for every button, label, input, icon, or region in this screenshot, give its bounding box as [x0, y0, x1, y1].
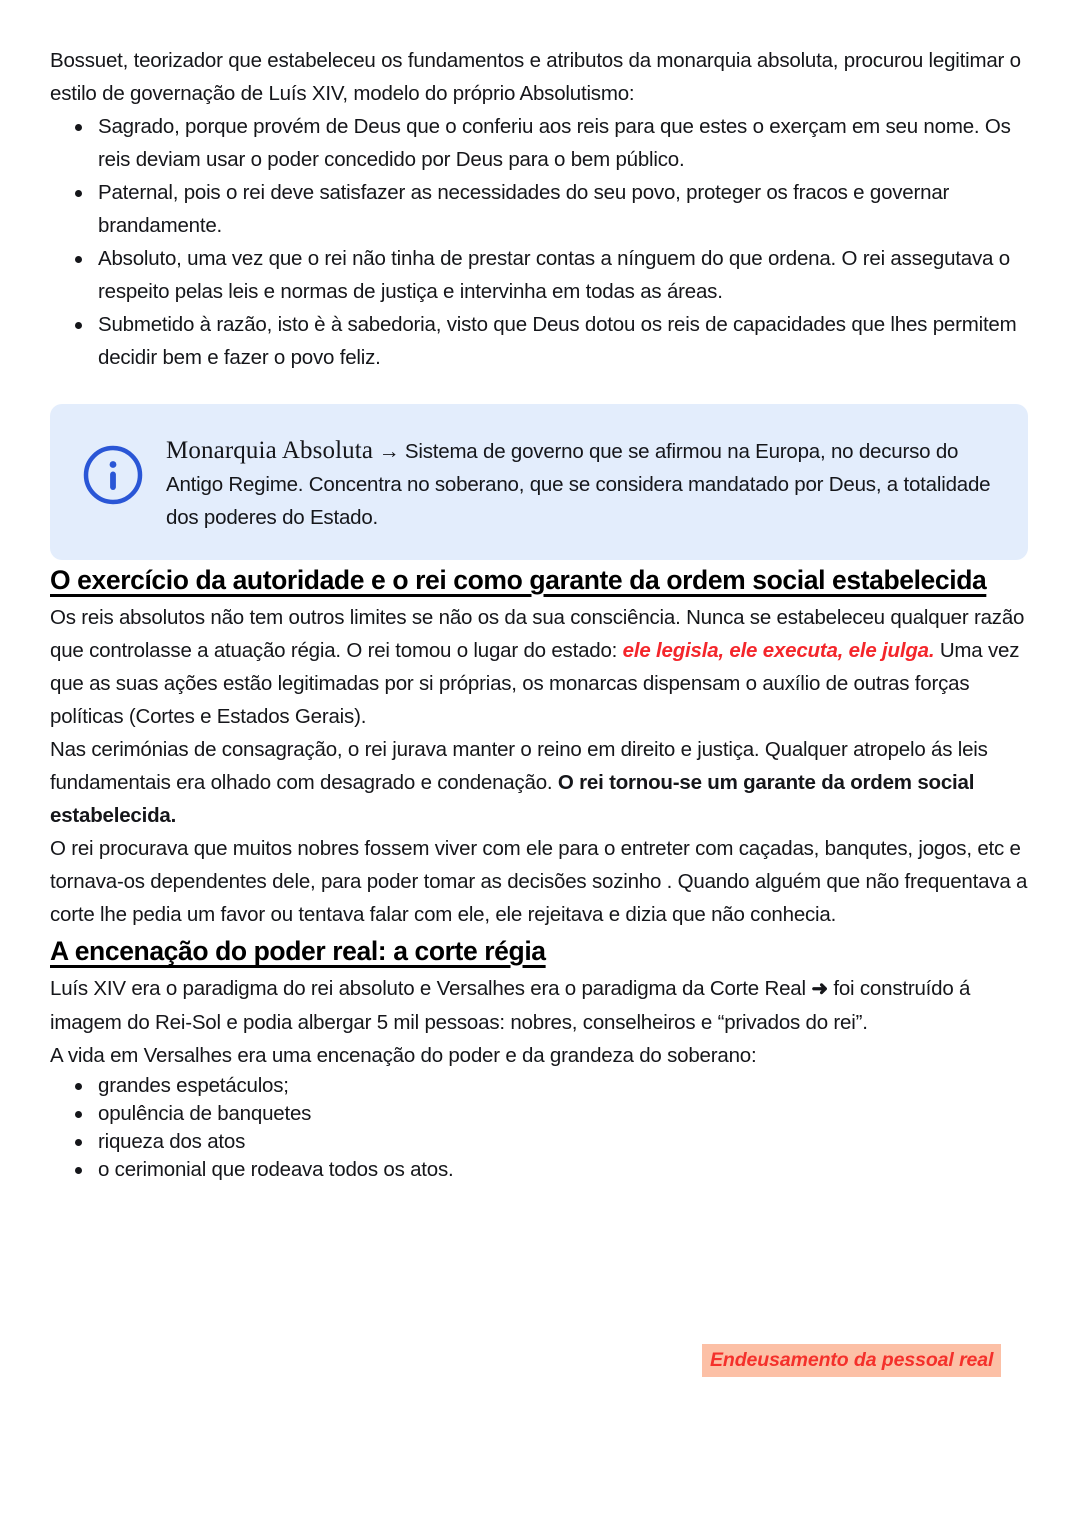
section2-paragraph-1 — [50, 972, 1030, 1039]
list-item: Sagrado, porque provém de Deus que o conferiu aos reis para que estes o exerçam em seu nome. Os reis deviam usar o poder concedido por Deus para o bem público. — [50, 110, 1030, 176]
list-item: grandes espetáculos; — [50, 1072, 1030, 1100]
section1-paragraph-2-lead: Nas cerimónias de consagração, o rei jurava manter o reino em direito e justiça. Qualquer atropelo ás leis fundamentais era olhado com desagrado e condenação. — [50, 738, 988, 794]
info-callout-box — [50, 404, 1028, 560]
section1-paragraph-1-lead: Os reis absolutos não tem outros limites se não os da sua consciência. Nunca se estabeleceu qualquer razão que controlasse a atuação régia. O rei tomou o lugar do estado: — [50, 606, 1025, 662]
list-item: Absoluto, uma vez que o rei não tinha de prestar contas a nínguem do que ordena. O rei assegutava o respeito pelas leis e normas de justiça e intervinha em todas as áreas. — [50, 242, 1030, 308]
section1-paragraph-3: O rei procurava que muitos nobres fossem viver com ele para o entreter com caçadas, banqutes, jogos, etc e tornava-os dependentes dele, para poder tomar as decisões sozinho . Quando alguém que não frequentava a corte lhe pedia um favor ou tentava falar com ele, ele rejeitava e dizia que não conhecia. — [50, 837, 1028, 926]
section2-paragraph-2: A vida em Versalhes era uma encenação do poder e da grandeza do soberano: — [50, 1044, 757, 1067]
section1-emphasis-bold: O rei tornou-se um garante da ordem social estabelecida. — [50, 771, 975, 827]
section1-paragraph-1-tail: Uma vez que as suas ações estão legitimadas por si próprias, os monarcas dispensam o auxílio de outras forças políticas (Cortes e Estados Gerais). — [50, 639, 1020, 728]
callout-term: Monarquia Absoluta — [166, 437, 374, 464]
section2-paragraph-1-tail: foi construído á imagem do Rei-Sol e podia albergar 5 mil pessoas: nobres, conselheiros e “privados do rei”. — [50, 977, 971, 1034]
staging-bullet-list — [50, 1072, 1030, 1184]
info-circle-icon — [82, 444, 144, 506]
section1-emphasis-red: ele legisla, ele executa, ele julga. — [622, 639, 935, 662]
section1-paragraph-2 — [50, 733, 1030, 832]
list-item: Submetido à razão, isto è à sabedoria, visto que Deus dotou os reis de capacidades que lhes permitem decidir bem e fazer o povo feliz. — [50, 308, 1030, 374]
section1-paragraph-1 — [50, 601, 1030, 733]
page-title: O exercício da autoridade e o rei como garante da ordem social estabelecida — [50, 565, 987, 595]
arrow-right-icon: ➜ — [811, 978, 828, 1000]
section-2-heading: A encenação do poder real: a corte régia — [50, 936, 546, 966]
list-item: o cerimonial que rodeava todos os atos. — [50, 1156, 1030, 1184]
highlight-note: Endeusamento da pessoal real — [702, 1344, 1001, 1377]
list-item: opulência de banquetes — [50, 1100, 1030, 1128]
section2-paragraph-1-lead: Luís XIV era o paradigma do rei absoluto e Versalhes era o paradigma da Corte Real — [50, 977, 812, 1000]
staging-bullets-wrap — [50, 1072, 1030, 1184]
intro-paragraph: Bossuet, teorizador que estabeleceu os fundamentos e atributos da monarquia absoluta, procurou legitimar o estilo de governação de Luís XIV, modelo do próprio Absolutismo: — [50, 49, 1021, 105]
callout-definition: Sistema de governo que se afirmou na Europa, no decurso do Antigo Regime. Concentra no soberano, que se considera mandatado por Deus, a totalidade dos poderes do Estado. — [166, 440, 991, 529]
list-item: Paternal, pois o rei deve satisfazer as necessidades do seu povo, proteger os fracos e governar brandamente. — [50, 176, 1030, 242]
arrow-icon: → — [378, 440, 400, 463]
list-item: riqueza dos atos — [50, 1128, 1030, 1156]
attribute-bullet-list — [50, 110, 1030, 374]
callout-text — [166, 430, 998, 534]
